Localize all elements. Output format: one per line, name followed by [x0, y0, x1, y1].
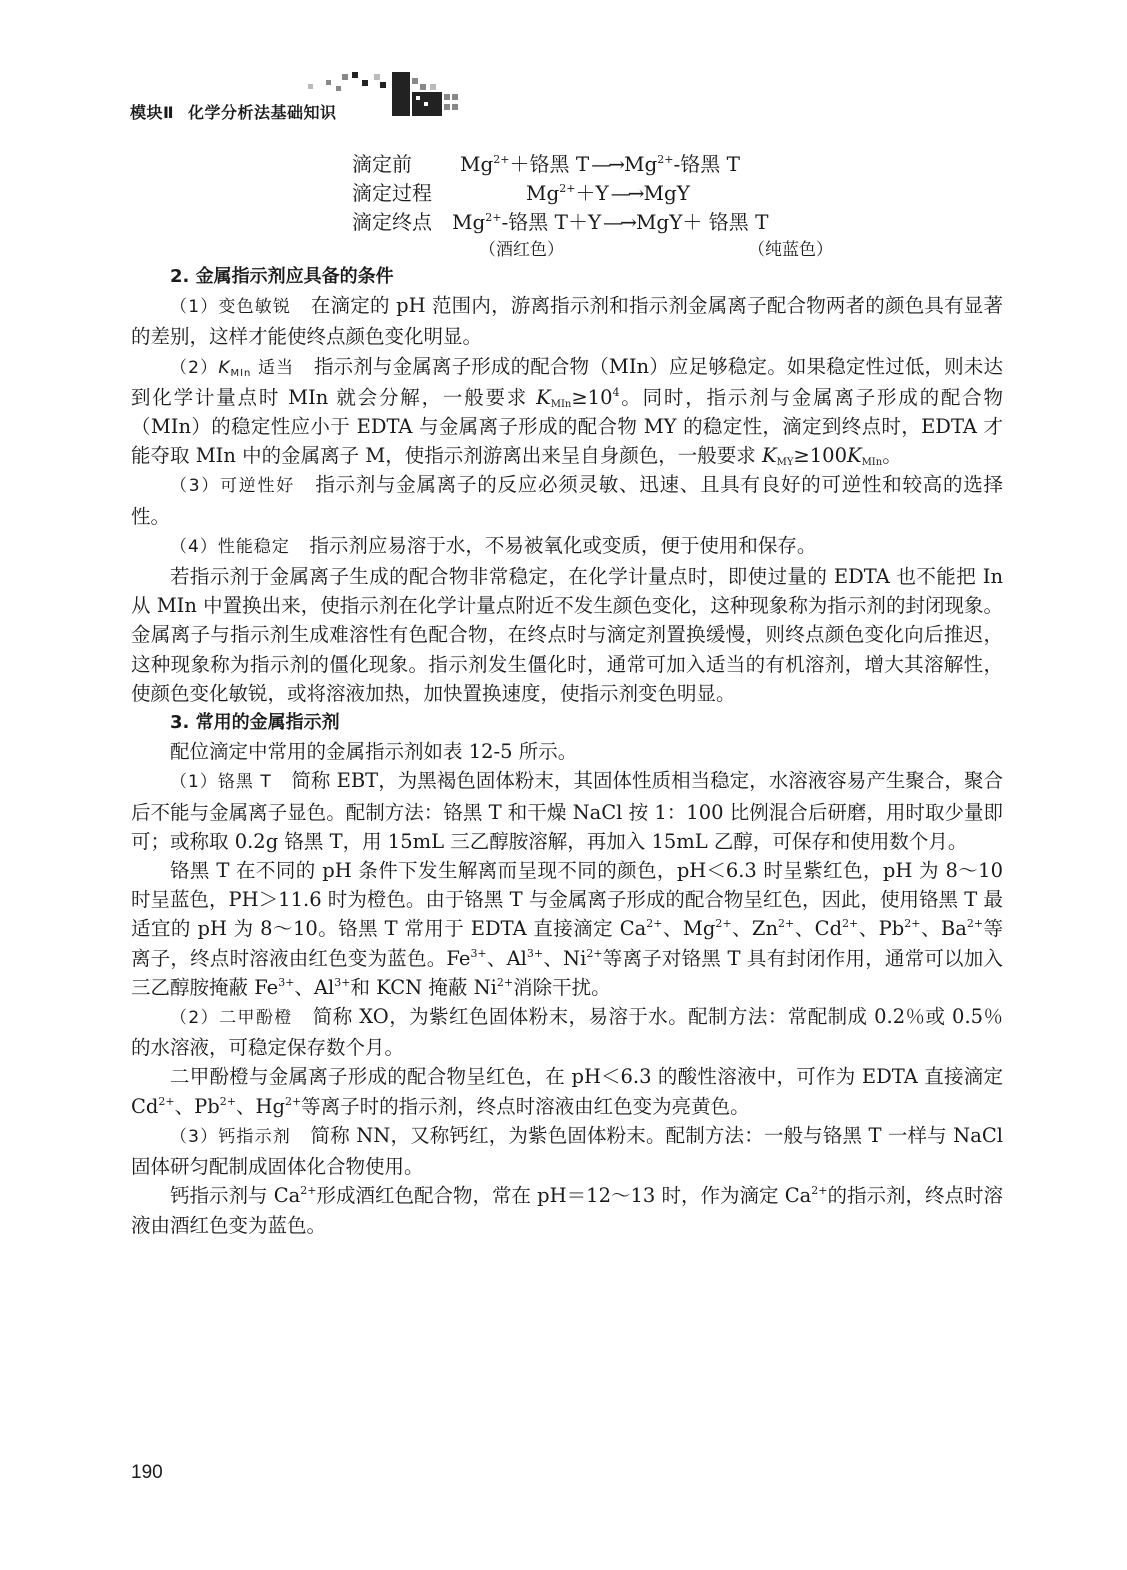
condition-term: $(2)K_{MIn}$ 适当	[170, 357, 295, 379]
indicator-paragraph-nn	[131, 1121, 1003, 1181]
condition-term: （1）变色敏锐	[170, 297, 292, 318]
equation-label: 滴定过程	[352, 181, 432, 205]
xo-detail-paragraph: 二甲酚橙与金属离子形成的配合物呈红色，在 pH＜6.3 的酸性溶液中，可作为 EDTA 直接滴定 $Cd^{2+}$、$Pb^{2+}$、$Hg^{2+}$等离子时的指示剂，终点时溶液由红色变为亮黄色。	[131, 1065, 1003, 1118]
section-heading: 3. 常用的金属指示剂	[170, 712, 340, 734]
condition-text: 指示剂与金属离子的反应必须灵敏、迅速、且具有良好的可逆性和较高的选择性。	[131, 473, 1003, 528]
condition-text: 指示剂应易溶于水，不易被氧化或变质，便于使用和保存。	[309, 533, 817, 557]
condition-paragraph	[131, 470, 1003, 530]
nn-detail-paragraph: 钙指示剂与 $Ca^{2+}$形成酒红色配合物，常在 pH＝12～13 时，作为滴定 $Ca^{2+}$的指示剂，终点时溶液由酒红色变为蓝色。	[131, 1184, 1003, 1237]
equation-row	[352, 208, 872, 237]
equation-body: $Mg^{2+}+Y$ —→ MgY	[526, 181, 690, 205]
condition-term: （4）性能稳定	[170, 536, 290, 557]
section-heading: 2. 金属指示剂应具备的条件	[170, 266, 394, 287]
equation-label: 滴定终点	[352, 210, 432, 234]
intro-paragraph: 配位滴定中常用的金属指示剂如表 12-5 所示。	[170, 740, 578, 764]
header-chapter-title: 化学分析法基础知识	[188, 103, 337, 122]
condition-term: （3）可逆性好	[170, 476, 296, 497]
page-number: 190	[131, 1462, 163, 1483]
color-note-pure-blue: （纯蓝色）	[748, 240, 833, 260]
indicator-term: （3）钙指示剂	[170, 1126, 291, 1147]
blocking-paragraph: 若指示剂于金属离子生成的配合物非常稳定，在化学计量点时，即使过量的 EDTA 也不能把 In 从 MIn 中置换出来，使指示剂在化学计量点附近不发生颜色变化，这种现象称为指示剂的封闭现象。金属离子与指示剂生成难溶性有色配合物，在终点时与滴定剂置换缓慢，则终点颜色变化向后推迟，这种现象称为指示剂的僵化现象。指示剂发生僵化时，通常可加入适当的有机溶剂，增大其溶解性，使颜色变化敏锐，或将溶液加热，加快置换速度，使指示剂变色明显。	[131, 565, 1003, 705]
page-body	[131, 262, 1003, 1240]
equation-body: $Mg^{2+}+$铬黑 T —→ $Mg^{2+}-$铬黑 T	[460, 152, 740, 176]
equation-row	[352, 179, 872, 208]
condition-paragraph	[131, 531, 1003, 562]
indicator-text: 简称 XO，为紫红色固体粉末，易溶于水。配制方法：常配制成 0.2％或 0.5％的水溶液，可稳定保存数个月。	[131, 1005, 1003, 1060]
condition-paragraph	[131, 291, 1003, 351]
reaction-equations	[352, 150, 872, 263]
indicator-paragraph-ebt	[131, 766, 1003, 856]
color-note-wine-red: （酒红色）	[479, 240, 564, 260]
condition-text: 指示剂与金属离子形成的配合物（MIn）应足够稳定。如果稳定性过低，则未达到化学计量点时 MIn 就会分解，一般要求 $K_{MIn}\ge 10^4$。同时，指示剂与金属离子形成的配合物（MIn）的稳定性应小于 EDTA 与金属离子形成的配合物 MY 的稳定性，滴定到终点时，EDTA 才能夺取 MIn 中的金属离子 M，使指示剂游离出来呈自身颜色，一般要求 $K_{MY}\ge 100K_{MIn}$。	[131, 354, 1003, 469]
header-module: 模块Ⅱ	[130, 103, 175, 122]
color-notes	[479, 237, 872, 263]
ebt-detail-paragraph: 铬黑 T 在不同的 pH 条件下发生解离而呈现不同的颜色，pH＜6.3 时呈紫红色，pH 为 8～10 时呈蓝色，PH＞11.6 时为橙色。由于铬黑 T 与金属离子形成的配合物呈红色，因此，使用铬黑 T 最适宜的 pH 为 8～10。铬黑 T 常用于 EDTA 直接滴定 $Ca^{2+}$、$Mg^{2+}$、$Zn^{2+}$、$Cd^{2+}$、$Pb^{2+}$、$Ba^{2+}$等离子，终点时溶液由红色变为蓝色。$Fe^{3+}$、$Al^{3+}$、$Ni^{2+}$等离子对铬黑 T 具有封闭作用，通常可以加入三乙醇胺掩蔽 $Fe^{3+}$、$Al^{3+}$和 KCN 掩蔽 $Ni^{2+}$消除干扰。	[131, 859, 1004, 999]
indicator-paragraph-xo	[131, 1002, 1003, 1062]
indicator-term: （1）铬黑 T	[170, 772, 272, 793]
indicator-text: 简称 EBT，为黑褐色固体粉末，其固体性质相当稳定，水溶液容易产生聚合，聚合后不能与金属离子显色。配制方法：铬黑 T 和干燥 NaCl 按 1：100 比例混合后研磨，用时取少量即可；或称取 0.2g 铬黑 T，用 15mL 三乙醇胺溶解，再加入 15mL 乙醇，可保存和使用数个月。	[131, 769, 1003, 853]
condition-text: 在滴定的 pH 范围内，游离指示剂和指示剂金属离子配合物两者的颜色具有显著的差别，这样才能使终点颜色变化明显。	[131, 294, 1003, 349]
header-title	[130, 100, 337, 123]
indicator-term: （2）二甲酚橙	[170, 1008, 293, 1029]
equation-label: 滴定前	[352, 152, 412, 176]
equation-body: $Mg^{2+}-$铬黑 T＋Y —→ MgY＋ 铬黑 T	[452, 210, 769, 234]
indicator-text: 简称 NN，又称钙红，为紫色固体粉末。配制方法：一般与铬黑 T 一样与 NaCl 固体研匀配制成固体化合物使用。	[131, 1123, 1003, 1179]
running-header	[130, 72, 460, 122]
equation-row	[352, 150, 872, 179]
condition-paragraph	[131, 352, 1003, 471]
